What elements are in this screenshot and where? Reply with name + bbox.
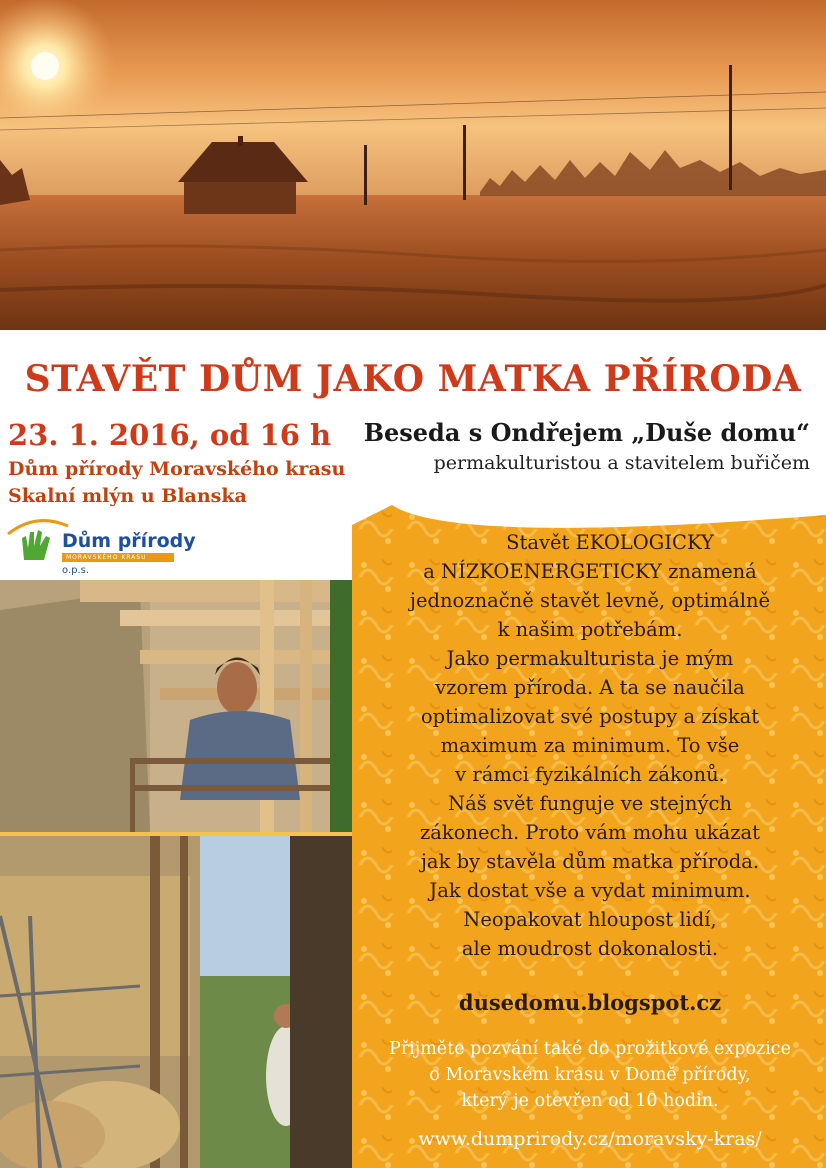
description-line: Stavět EKOLOGICKY <box>506 531 714 554</box>
sunset-landscape-image <box>0 0 826 330</box>
invitation-text <box>360 1036 820 1114</box>
description-line: k našim potřebám. <box>497 618 683 641</box>
straw-bale-workers-image <box>0 836 352 1168</box>
page-title: STAVĚT DŮM JAKO MATKA PŘÍRODA <box>24 358 802 400</box>
photo-column <box>0 580 352 1168</box>
logo-subtitle: MORAVSKÉHO KRASU <box>66 554 147 561</box>
description-line: Jako permakulturista je mým <box>446 647 734 670</box>
hero-photo <box>0 0 826 330</box>
description-line: Neopakovat hloupost lidí, <box>463 908 717 931</box>
description-line: vzorem příroda. A ta se naučila <box>435 676 745 699</box>
logo-ops: o.p.s. <box>62 565 90 576</box>
blog-link[interactable]: dusedomu.blogspot.cz <box>458 990 722 1015</box>
description-line: a NÍZKOENERGETICKY znamená <box>423 560 757 583</box>
event-location: Skalní mlýn u Blanska <box>8 485 247 507</box>
builder-photo <box>0 580 352 832</box>
event-venue: Dům přírody Moravského krasu <box>8 458 346 480</box>
invitation-line: o Moravském krasu v Domě přírody, <box>429 1065 751 1085</box>
organization-logo <box>6 516 196 580</box>
description-line: maximum za minimum. To vše <box>440 734 740 757</box>
workers-photo <box>0 836 352 1168</box>
description-text <box>360 528 820 963</box>
website-link[interactable]: www.dumprirody.cz/moravsky-kras/ <box>418 1128 762 1150</box>
description-line: jak by stavěla dům matka příroda. <box>420 850 760 873</box>
description-line: optimalizovat své postupy a získat <box>420 705 760 728</box>
talk-subtitle: permakulturistou a stavitelem buřičem <box>433 452 810 474</box>
description-line: v rámci fyzikálních zákonů. <box>455 763 725 786</box>
event-date: 23. 1. 2016, od 16 h <box>8 418 332 452</box>
description-line: Náš svět funguje ve stejných <box>448 792 732 815</box>
description-line: zákonech. Proto vám mohu ukázat <box>419 821 760 844</box>
description-line: ale moudrost dokonalosti. <box>461 937 719 960</box>
invitation-line: Přijměte pozvání také do prožitkové expozice <box>389 1039 791 1059</box>
straw-wall-builder-image <box>0 580 352 832</box>
description-line: Jak dostat vše a vydat minimum. <box>429 879 751 902</box>
logo-name: Dům přírody <box>62 530 196 552</box>
invitation-line: který je otevřen od 10 hodin. <box>461 1091 719 1111</box>
talk-title: Beseda s Ondřejem „Duše domu“ <box>363 418 810 447</box>
description-line: jednoznačně stavět levně, optimálně <box>409 589 771 612</box>
